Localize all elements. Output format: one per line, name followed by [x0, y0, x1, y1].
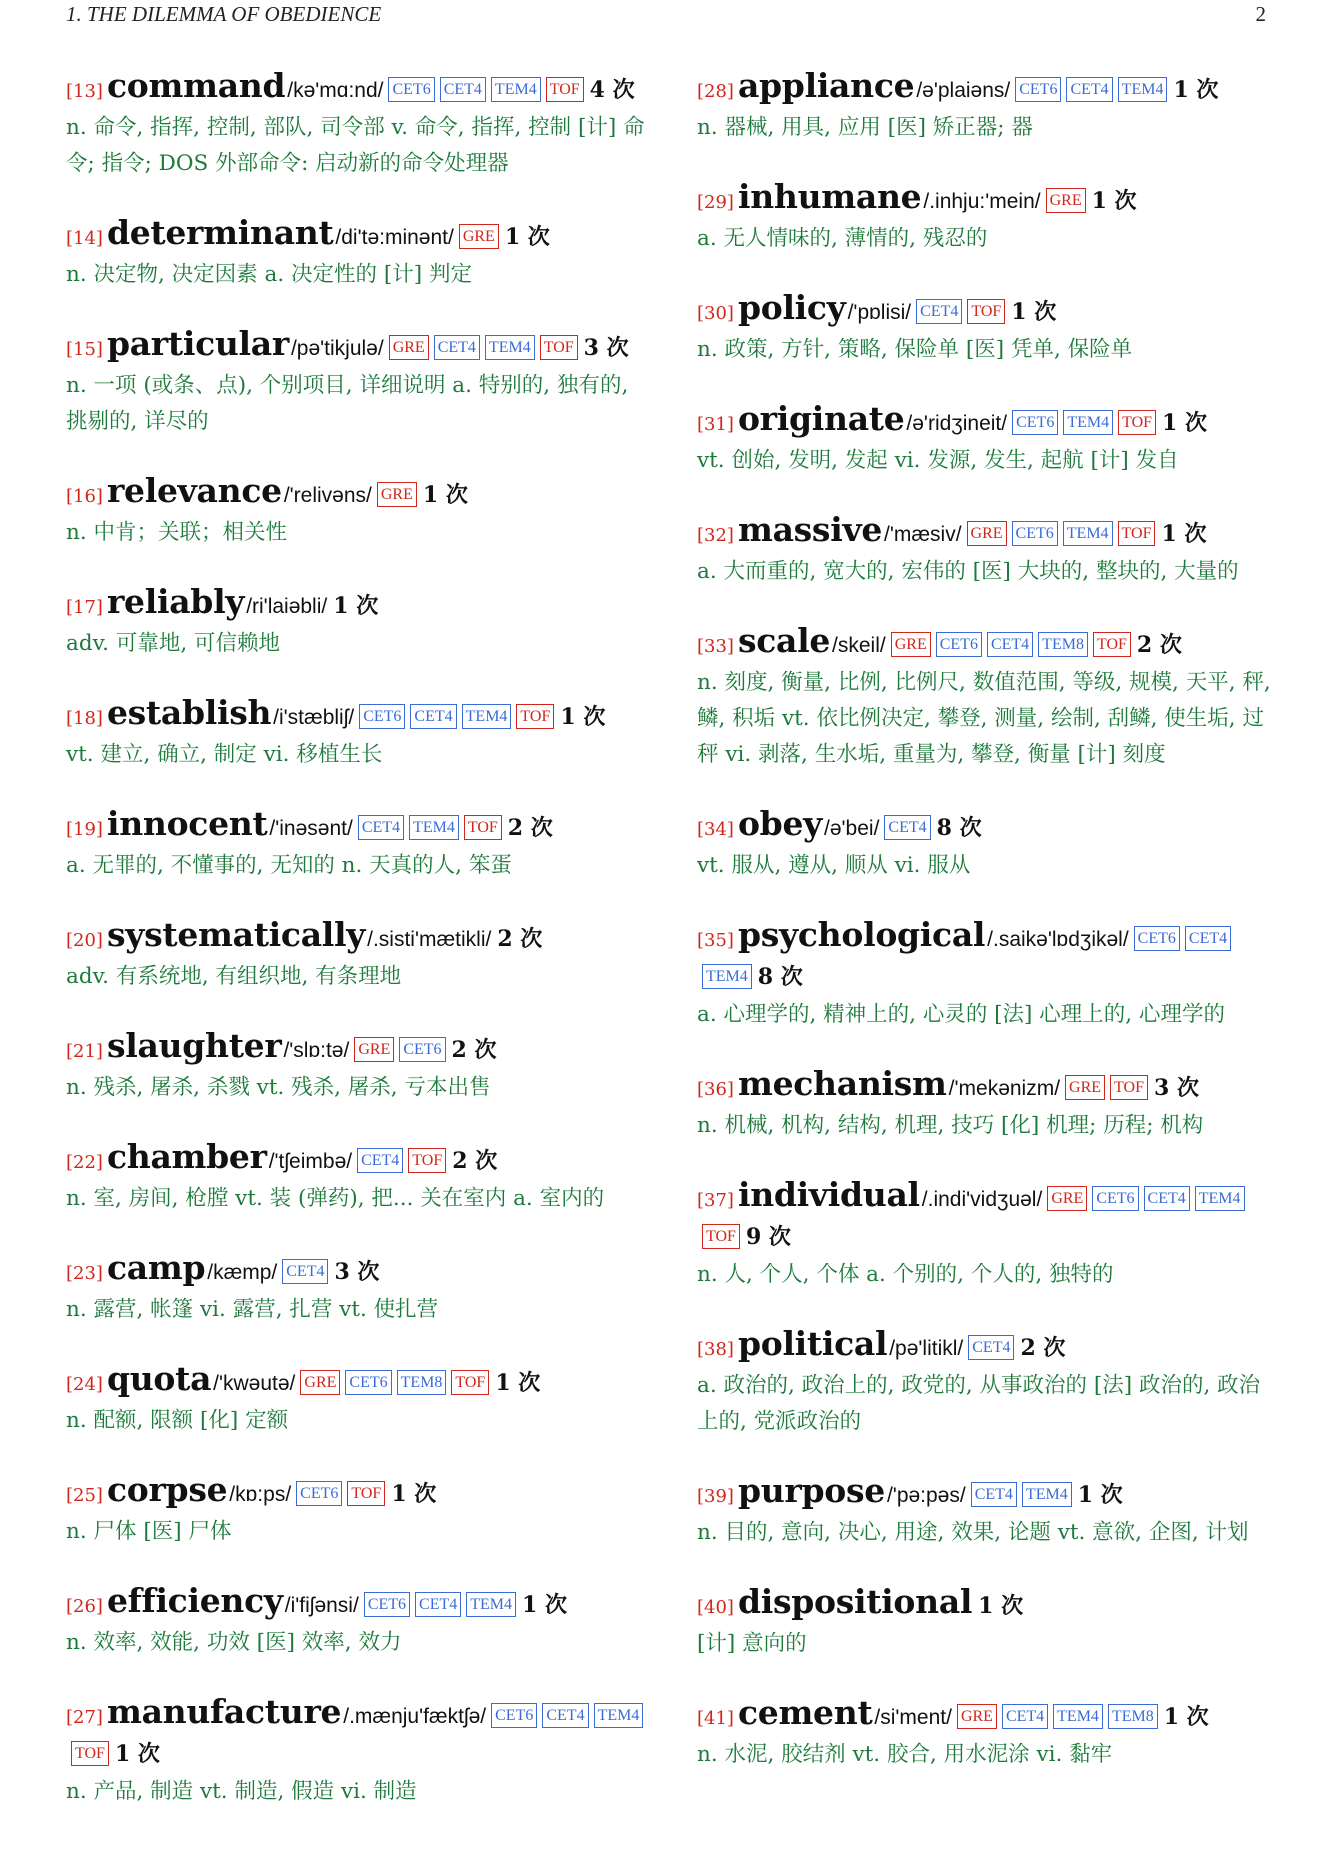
pronunciation: /kæmp/ [207, 1261, 278, 1284]
headword: reliably [106, 582, 245, 621]
entry-headline [66, 1028, 646, 1070]
definition: n. 人, 个人, 个体 a. 个别的, 个人的, 独特的 [697, 1262, 1114, 1287]
vocab-entry [66, 1139, 646, 1217]
headword: chamber [106, 1137, 267, 1176]
headword: command [106, 66, 286, 105]
entry-index: [29] [697, 192, 734, 213]
exam-tag: TEM4 [1022, 1482, 1072, 1507]
vocab-entry [66, 473, 646, 551]
definition: n. 刻度, 衡量, 比例, 比例尺, 数值范围, 等级, 规模, 天平, 秤, 鳞, 积垢 vt. 依比例决定, 攀登, 测量, 绘制, 刮鳞, 使生垢, 过秤 vi. 剥落, 生水垢, 重量为, 攀登, 衡量 [计] 刻度 [697, 670, 1271, 767]
frequency-count: 1 次 [978, 1593, 1024, 1619]
headword: corpse [106, 1470, 228, 1509]
pronunciation: /kə'mɑ:nd/ [287, 79, 384, 102]
entry-headline [697, 290, 1277, 332]
entry-index: [40] [697, 1597, 734, 1618]
entry-headline [697, 1695, 1277, 1737]
definition: n. 目的, 意向, 决心, 用途, 效果, 论题 vt. 意欲, 企图, 计划 [697, 1520, 1249, 1545]
exam-tag: TOF [464, 815, 502, 840]
pronunciation: /si'ment/ [874, 1706, 952, 1729]
definition: a. 大而重的, 宽大的, 宏伟的 [医] 大块的, 整块的, 大量的 [697, 559, 1239, 584]
definition: n. 器械, 用具, 应用 [医] 矫正器; 器 [697, 115, 1033, 140]
frequency-count: 2 次 [1020, 1335, 1066, 1361]
frequency-count: 3 次 [334, 1259, 380, 1285]
entry-headline [697, 512, 1277, 554]
frequency-count: 3 次 [1153, 1075, 1199, 1101]
headword: innocent [106, 804, 268, 843]
exam-tag: TEM8 [1108, 1704, 1158, 1729]
entry-headline [66, 806, 646, 848]
frequency-count: 1 次 [422, 482, 468, 508]
exam-tag: TEM4 [409, 815, 459, 840]
frequency-count: 1 次 [1161, 521, 1207, 547]
exam-tag: CET6 [1012, 521, 1058, 546]
exam-tag: CET4 [542, 1703, 588, 1728]
frequency-count: 2 次 [497, 926, 543, 952]
entry-index: [32] [697, 525, 734, 546]
exam-tag: GRE [377, 482, 417, 507]
exam-tag: TEM4 [1053, 1704, 1103, 1729]
exam-tag: CET6 [345, 1370, 391, 1395]
entry-headline [66, 473, 646, 515]
entry-index: [33] [697, 636, 734, 657]
pronunciation: /kɒ:ps/ [229, 1483, 292, 1506]
frequency-count: 9 次 [745, 1224, 791, 1250]
definition: n. 机械, 机构, 结构, 机理, 技巧 [化] 机理; 历程; 机构 [697, 1113, 1204, 1138]
exam-tag: CET4 [1185, 926, 1231, 951]
exam-tag: CET6 [491, 1703, 537, 1728]
exam-tag: CET4 [357, 1148, 403, 1173]
exam-tag: CET4 [916, 299, 962, 324]
headword: camp [106, 1248, 206, 1287]
exam-tag: CET4 [410, 704, 456, 729]
headword: cement [737, 1693, 873, 1732]
exam-tag: GRE [1046, 188, 1086, 213]
pronunciation: /.sisti'mætikli/ [367, 928, 492, 951]
exam-tag: GRE [300, 1370, 340, 1395]
exam-tag: GRE [459, 224, 499, 249]
definition: a. 无罪的, 不懂事的, 无知的 n. 天真的人, 笨蛋 [66, 853, 512, 878]
headword: slaughter [106, 1026, 282, 1065]
pronunciation: /skeil/ [832, 634, 886, 657]
entry-headline [66, 68, 646, 110]
exam-tag: GRE [354, 1037, 394, 1062]
entry-index: [30] [697, 303, 734, 324]
definition: adv. 有系统地, 有组织地, 有条理地 [66, 964, 402, 989]
entry-index: [38] [697, 1339, 734, 1360]
exam-tag: CET4 [440, 77, 486, 102]
headword: relevance [106, 471, 282, 510]
entry-headline [66, 1694, 646, 1774]
definition: [计] 意向的 [697, 1631, 807, 1656]
exam-tag: CET6 [1012, 410, 1058, 435]
pronunciation: /.inhju:'mein/ [923, 190, 1041, 213]
exam-tag: TEM4 [491, 77, 541, 102]
pronunciation: /.mænju'fæktʃə/ [343, 1705, 487, 1728]
vocab-entry [697, 401, 1277, 479]
vocab-entry [66, 1694, 646, 1810]
entry-headline [66, 1583, 646, 1625]
vocab-entry [697, 917, 1277, 1033]
entry-headline [66, 917, 646, 959]
vocab-entry [66, 806, 646, 884]
headword: political [737, 1324, 888, 1363]
pronunciation: /.saikə'lɒdʒikəl/ [987, 928, 1129, 951]
vocab-entry [66, 1472, 646, 1550]
entry-index: [23] [66, 1263, 103, 1284]
exam-tag: TOF [516, 704, 554, 729]
exam-tag: CET4 [415, 1592, 461, 1617]
exam-tag: GRE [891, 632, 931, 657]
vocab-entry [697, 290, 1277, 368]
exam-tag: CET4 [968, 1335, 1014, 1360]
entry-headline [697, 179, 1277, 221]
definition: n. 效率, 效能, 功效 [医] 效率, 效力 [66, 1630, 402, 1655]
exam-tag: TOF [347, 1481, 385, 1506]
entry-headline [697, 623, 1277, 665]
right-column [697, 68, 1277, 1806]
definition: n. 一项 (或条、点), 个别项目, 详细说明 a. 特别的, 独有的, 挑剔的, 详尽的 [66, 373, 629, 434]
exam-tag: TEM4 [1118, 77, 1168, 102]
pronunciation: /.indi'vidʒuəl/ [921, 1188, 1043, 1211]
exam-tag: TOF [1093, 632, 1131, 657]
definition: n. 产品, 制造 vt. 制造, 假造 vi. 制造 [66, 1779, 417, 1804]
pronunciation: /i'stæbliʃ/ [273, 706, 355, 729]
entry-headline [697, 806, 1277, 848]
exam-tag: CET6 [388, 77, 434, 102]
entry-headline [697, 1584, 1277, 1626]
definition: a. 政治的, 政治上的, 政党的, 从事政治的 [法] 政治的, 政治上的, 党派政治的 [697, 1373, 1261, 1434]
exam-tag: CET4 [971, 1482, 1017, 1507]
vocab-entry [697, 1473, 1277, 1551]
entry-index: [34] [697, 819, 734, 840]
exam-tag: GRE [1047, 1186, 1087, 1211]
frequency-count: 1 次 [495, 1370, 541, 1396]
entry-headline [66, 1250, 646, 1292]
definition: n. 水泥, 胶结剂 vt. 胶合, 用水泥涂 vi. 黏牢 [697, 1742, 1113, 1767]
entry-index: [41] [697, 1708, 734, 1729]
exam-tag: TOF [967, 299, 1005, 324]
entry-headline [66, 584, 646, 626]
exam-tag: CET4 [282, 1259, 328, 1284]
exam-tag: TEM4 [1063, 410, 1113, 435]
headword: particular [106, 324, 289, 363]
exam-tag: GRE [967, 521, 1007, 546]
exam-tag: TOF [1118, 521, 1156, 546]
entry-index: [39] [697, 1486, 734, 1507]
entry-headline [66, 215, 646, 257]
frequency-count: 8 次 [757, 964, 803, 990]
exam-tag: CET4 [884, 815, 930, 840]
pronunciation: /pə'tikjulə/ [290, 337, 384, 360]
entry-index: [17] [66, 597, 103, 618]
frequency-count: 3 次 [583, 335, 629, 361]
entry-index: [37] [697, 1190, 734, 1211]
exam-tag: CET4 [1002, 1704, 1048, 1729]
headword: originate [737, 399, 905, 438]
vocab-entry [66, 1250, 646, 1328]
vocab-entry [697, 1326, 1277, 1440]
exam-tag: GRE [1065, 1075, 1105, 1100]
chapter-title: 1. THE DILEMMA OF OBEDIENCE [66, 2, 382, 26]
pronunciation: /'inəsənt/ [269, 817, 353, 840]
pronunciation: /'mekənizm/ [948, 1077, 1061, 1100]
headword: massive [737, 510, 883, 549]
exam-tag: TEM4 [462, 704, 512, 729]
exam-tag: GRE [957, 1704, 997, 1729]
pronunciation: /'pə:pəs/ [886, 1484, 966, 1507]
frequency-count: 4 次 [589, 77, 635, 103]
entry-headline [697, 68, 1277, 110]
pronunciation: /'mæsiv/ [884, 523, 962, 546]
exam-tag: CET6 [364, 1592, 410, 1617]
pronunciation: /ri'laiəbli/ [246, 595, 328, 618]
pronunciation: /'relivəns/ [283, 484, 372, 507]
exam-tag: TOF [702, 1224, 740, 1249]
entry-index: [25] [66, 1485, 103, 1506]
exam-tag: CET4 [1144, 1186, 1190, 1211]
left-column [66, 68, 646, 1843]
vocab-entry [66, 68, 646, 182]
exam-tag: TEM4 [1063, 521, 1113, 546]
vocab-entry [697, 623, 1277, 773]
page-number: 2 [1255, 2, 1266, 26]
entry-index: [16] [66, 486, 103, 507]
exam-tag: TEM8 [397, 1370, 447, 1395]
exam-tag: TEM4 [485, 335, 535, 360]
exam-tag: CET4 [1066, 77, 1112, 102]
entry-headline [66, 1472, 646, 1514]
headword: mechanism [737, 1064, 947, 1103]
exam-tag: CET4 [358, 815, 404, 840]
exam-tag: TOF [408, 1148, 446, 1173]
pronunciation: /'kwəutə/ [213, 1372, 296, 1395]
exam-tag: TEM8 [1038, 632, 1088, 657]
exam-tag: TOF [1118, 410, 1156, 435]
entry-headline [697, 1473, 1277, 1515]
headword: systematically [106, 915, 366, 954]
pronunciation: /'tʃeimbə/ [268, 1150, 353, 1173]
entry-index: [36] [697, 1079, 734, 1100]
headword: scale [737, 621, 831, 660]
entry-headline [66, 695, 646, 737]
frequency-count: 1 次 [1077, 1482, 1123, 1508]
vocab-entry [66, 1361, 646, 1439]
frequency-count: 1 次 [391, 1481, 437, 1507]
vocab-entry [66, 584, 646, 662]
entry-index: [28] [697, 81, 734, 102]
definition: vt. 建立, 确立, 制定 vi. 移植生长 [66, 742, 383, 767]
entry-index: [27] [66, 1707, 103, 1728]
exam-tag: TOF [71, 1741, 109, 1766]
exam-tag: CET6 [359, 704, 405, 729]
frequency-count: 1 次 [1173, 77, 1219, 103]
definition: a. 心理学的, 精神上的, 心灵的 [法] 心理上的, 心理学的 [697, 1002, 1225, 1027]
definition: n. 中肯；关联；相关性 [66, 520, 288, 545]
pronunciation: /ə'bei/ [824, 817, 880, 840]
pronunciation: /ə'plaiəns/ [916, 79, 1011, 102]
exam-tag: TOF [1110, 1075, 1148, 1100]
entry-index: [21] [66, 1041, 103, 1062]
pronunciation: /i'fiʃənsi/ [284, 1594, 359, 1617]
pronunciation: /pə'litikl/ [889, 1337, 964, 1360]
vocab-entry [66, 1028, 646, 1106]
exam-tag: CET6 [296, 1481, 342, 1506]
entry-index: [14] [66, 228, 103, 249]
frequency-count: 2 次 [451, 1037, 497, 1063]
exam-tag: CET6 [1134, 926, 1180, 951]
definition: n. 尸体 [医] 尸体 [66, 1519, 232, 1544]
entry-index: [24] [66, 1374, 103, 1395]
headword: quota [106, 1359, 212, 1398]
definition: n. 决定物, 决定因素 a. 决定性的 [计] 判定 [66, 262, 472, 287]
vocab-entry [697, 806, 1277, 884]
pronunciation: /'pɒlisi/ [847, 301, 912, 324]
exam-tag: CET6 [399, 1037, 445, 1062]
vocab-entry [697, 1584, 1277, 1662]
headword: manufacture [106, 1692, 342, 1731]
headword: dispositional [737, 1582, 973, 1621]
pronunciation: /di'tə:minənt/ [335, 226, 454, 249]
definition: vt. 服从, 遵从, 顺从 vi. 服从 [697, 853, 971, 878]
frequency-count: 8 次 [936, 815, 982, 841]
entry-headline [697, 1177, 1277, 1257]
definition: n. 残杀, 屠杀, 杀戮 vt. 残杀, 屠杀, 亏本出售 [66, 1075, 491, 1100]
definition: n. 政策, 方针, 策略, 保险单 [医] 凭单, 保险单 [697, 337, 1133, 362]
frequency-count: 1 次 [1091, 188, 1137, 214]
headword: inhumane [737, 177, 922, 216]
definition: vt. 创始, 发明, 发起 vi. 发源, 发生, 起航 [计] 发自 [697, 448, 1179, 473]
entry-headline [697, 401, 1277, 443]
frequency-count: 1 次 [1163, 1704, 1209, 1730]
vocab-entry [697, 512, 1277, 590]
pronunciation: /'slɒ:tə/ [283, 1039, 350, 1062]
frequency-count: 2 次 [452, 1148, 498, 1174]
headword: determinant [106, 213, 334, 252]
entry-index: [13] [66, 81, 103, 102]
entry-headline [697, 1326, 1277, 1368]
running-head [66, 2, 1266, 26]
exam-tag: TEM4 [594, 1703, 644, 1728]
headword: purpose [737, 1471, 885, 1510]
exam-tag: TEM4 [466, 1592, 516, 1617]
pronunciation: /ə'ridʒineit/ [906, 412, 1008, 435]
definition: a. 无人情味的, 薄情的, 残忍的 [697, 226, 988, 251]
vocab-entry [66, 695, 646, 773]
headword: individual [737, 1175, 920, 1214]
exam-tag: CET6 [1092, 1186, 1138, 1211]
frequency-count: 1 次 [522, 1592, 567, 1618]
vocab-entry [66, 1583, 646, 1661]
exam-tag: CET4 [434, 335, 480, 360]
entry-index: [22] [66, 1152, 103, 1173]
frequency-count: 1 次 [504, 224, 550, 250]
frequency-count: 1 次 [1162, 410, 1207, 436]
entry-headline [66, 1139, 646, 1181]
frequency-count: 1 次 [1011, 299, 1057, 325]
headword: efficiency [106, 1581, 283, 1620]
entry-headline [66, 326, 646, 368]
vocab-entry [697, 1066, 1277, 1144]
vocab-entry [697, 1177, 1277, 1293]
definition: n. 室, 房间, 枪膛 vt. 装 (弹药), 把... 关在室内 a. 室内的 [66, 1186, 605, 1211]
entry-index: [15] [66, 339, 103, 360]
exam-tag: TOF [540, 335, 578, 360]
entry-index: [35] [697, 930, 734, 951]
definition: n. 配额, 限额 [化] 定额 [66, 1408, 289, 1433]
entry-index: [19] [66, 819, 103, 840]
exam-tag: CET6 [936, 632, 982, 657]
exam-tag: TOF [451, 1370, 489, 1395]
exam-tag: GRE [389, 335, 429, 360]
exam-tag: CET4 [987, 632, 1033, 657]
vocab-entry [697, 179, 1277, 257]
entry-index: [31] [697, 414, 734, 435]
headword: psychological [737, 915, 986, 954]
exam-tag: TOF [546, 77, 584, 102]
frequency-count: 2 次 [507, 815, 553, 841]
vocab-entry [66, 326, 646, 440]
entry-headline [697, 917, 1277, 997]
definition: n. 露营, 帐篷 vi. 露营, 扎营 vt. 使扎营 [66, 1297, 439, 1322]
entry-headline [697, 1066, 1277, 1108]
headword: obey [737, 804, 823, 843]
definition: n. 命令, 指挥, 控制, 部队, 司令部 v. 命令, 指挥, 控制 [计] 命令; 指令; DOS 外部命令: 启动新的命令处理器 [66, 115, 645, 176]
headword: establish [106, 693, 272, 732]
exam-tag: TEM4 [702, 964, 752, 989]
exam-tag: CET6 [1015, 77, 1061, 102]
headword: policy [737, 288, 846, 327]
frequency-count: 1 次 [560, 704, 606, 730]
headword: appliance [737, 66, 915, 105]
frequency-count: 1 次 [114, 1741, 160, 1767]
entry-index: [20] [66, 930, 103, 951]
entry-index: [26] [66, 1596, 103, 1617]
frequency-count: 1 次 [333, 593, 379, 619]
entry-index: [18] [66, 708, 103, 729]
exam-tag: TEM4 [1195, 1186, 1245, 1211]
definition: adv. 可靠地, 可信赖地 [66, 631, 281, 656]
vocab-entry [66, 215, 646, 293]
vocab-entry [66, 917, 646, 995]
vocab-entry [697, 68, 1277, 146]
entry-headline [66, 1361, 646, 1403]
frequency-count: 2 次 [1136, 632, 1182, 658]
vocab-entry [697, 1695, 1277, 1773]
